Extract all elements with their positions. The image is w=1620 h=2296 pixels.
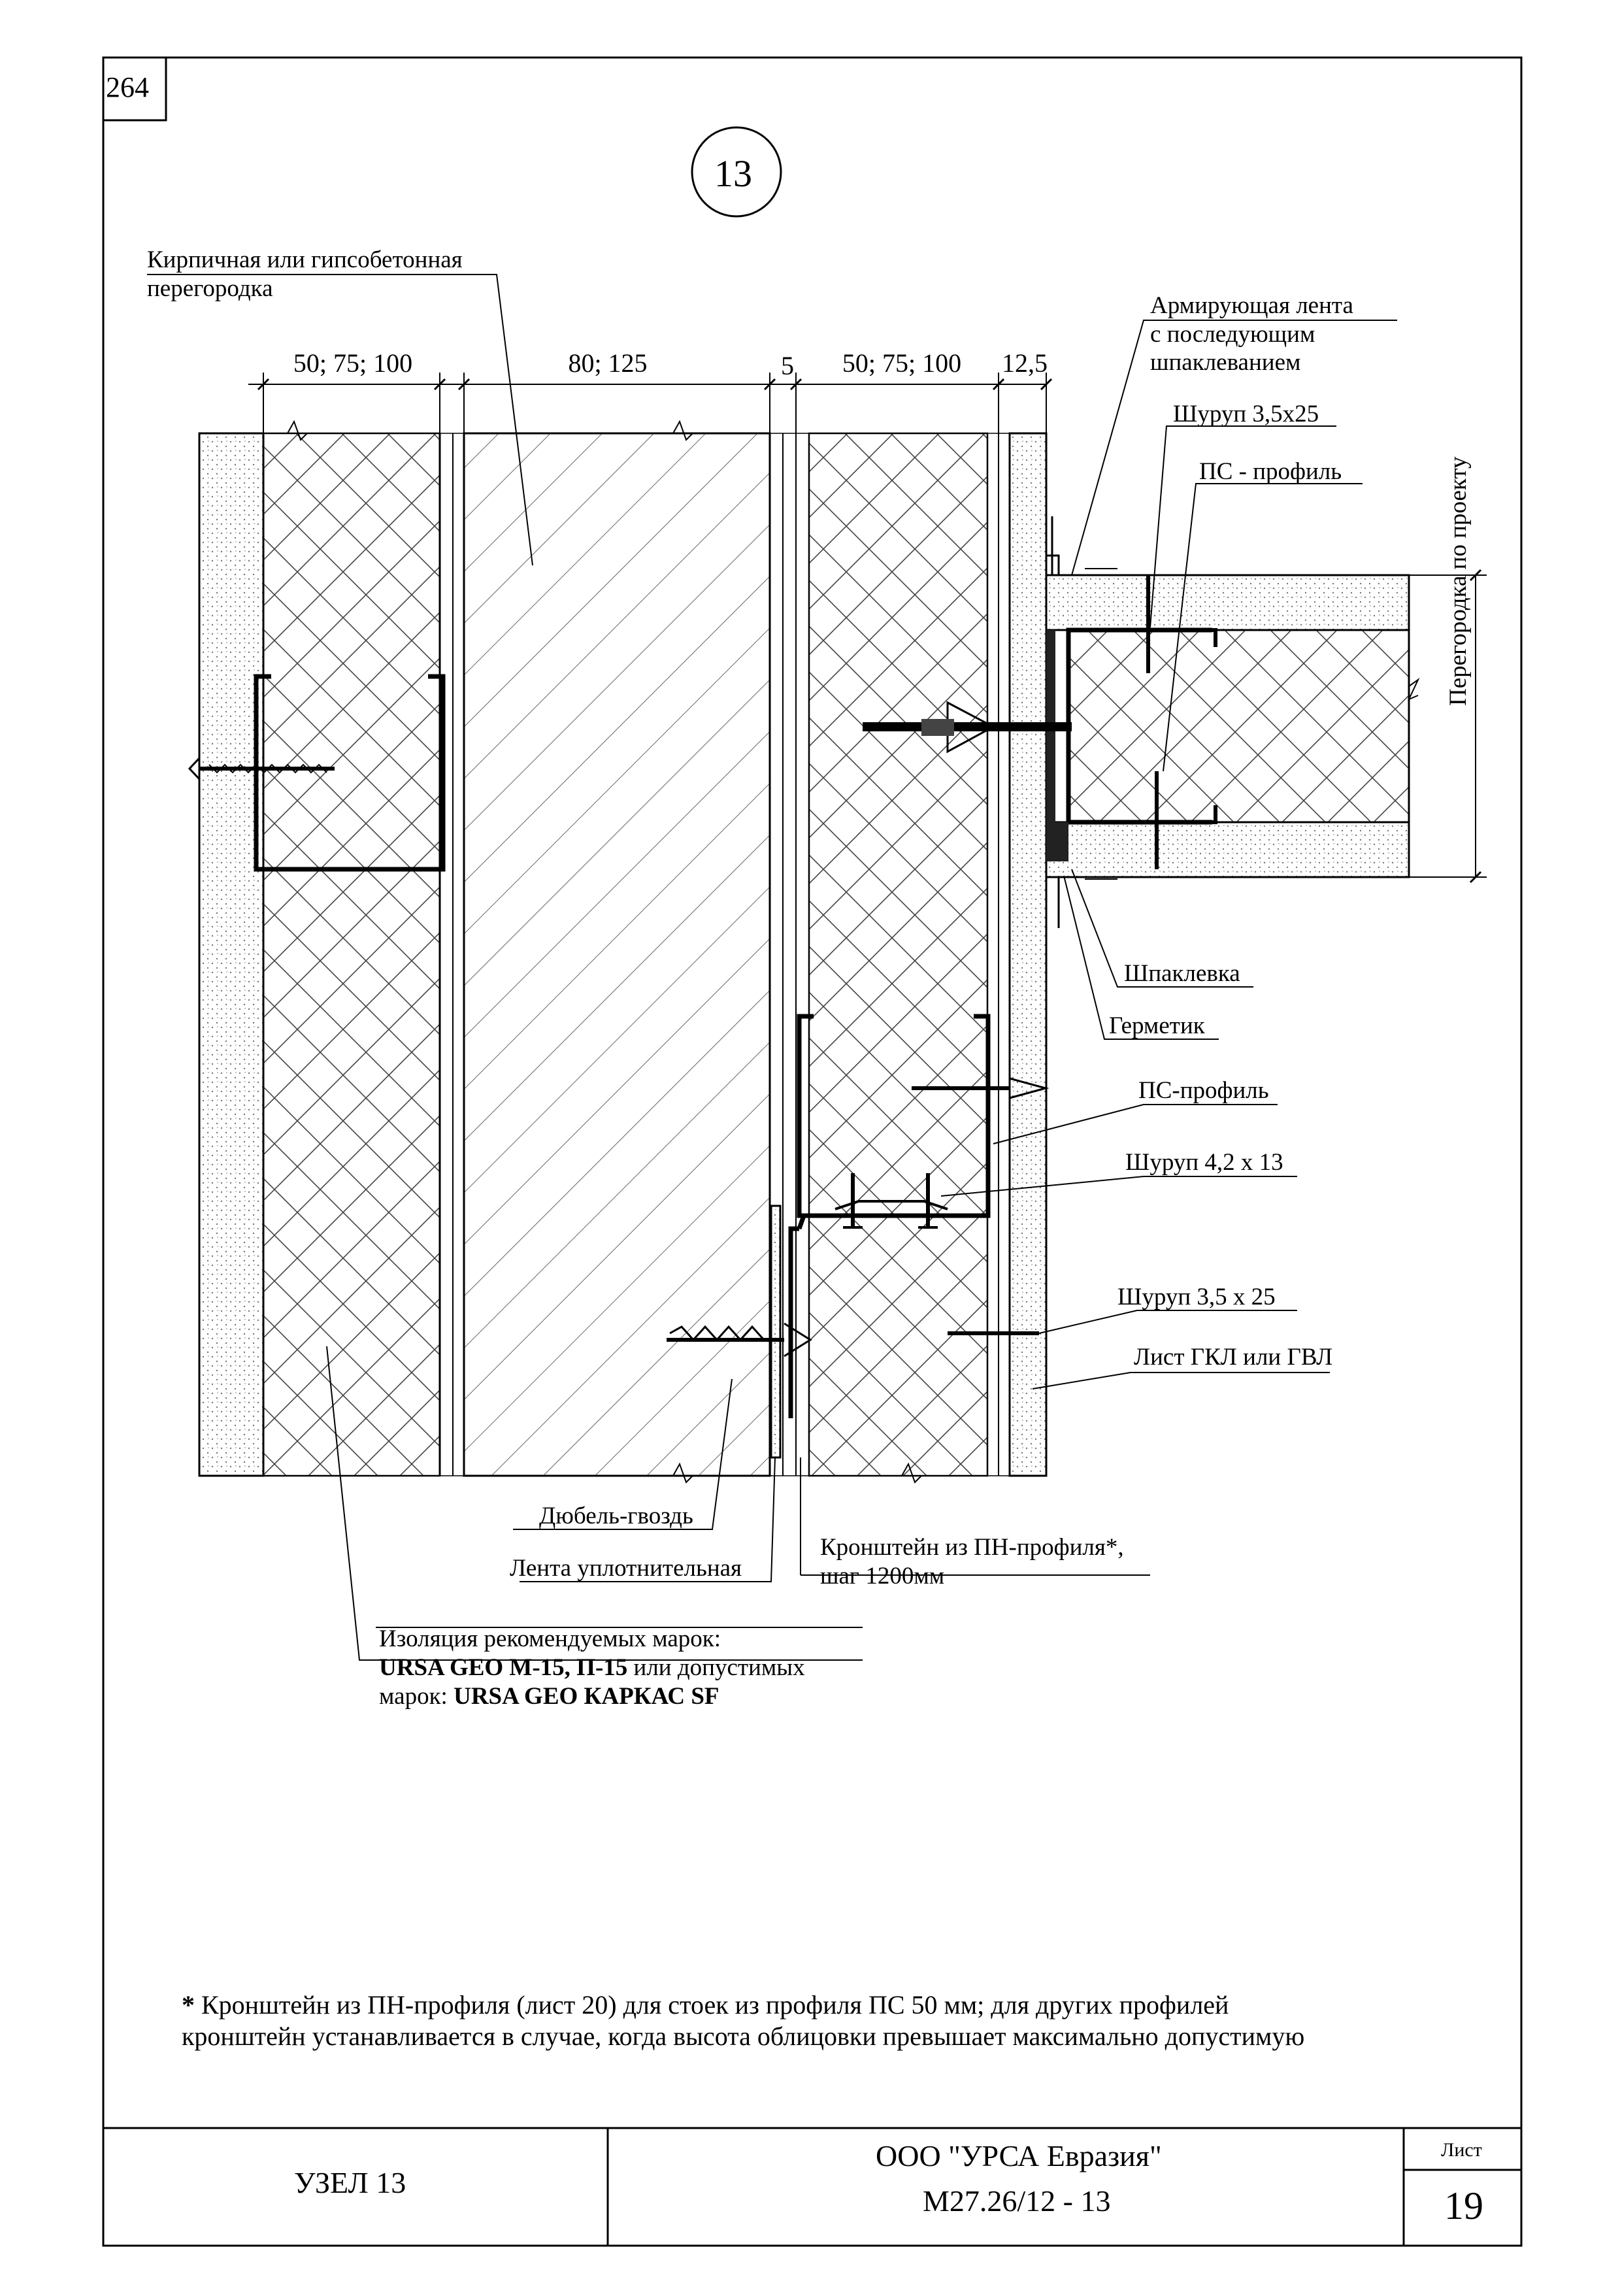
label-insulation: URSA GEO M-15, П-15 или допустимых [379, 1654, 805, 1681]
label-brick-partition: перегородка [147, 275, 273, 302]
label-reinforcing-tape: с последующим [1150, 321, 1315, 348]
label-reinforcing-tape: шпаклеванием [1150, 349, 1301, 376]
dimension-text: 12,5 [1002, 348, 1048, 378]
title-company: ООО "УРСА Евразия" [876, 2139, 1162, 2172]
label-bracket: Кронштейн из ПН-профиля*, [820, 1534, 1124, 1561]
label-screw-42: Шуруп 4,2 х 13 [1125, 1149, 1283, 1176]
label-screw-top: Шуруп 3,5х25 [1173, 401, 1319, 427]
bracket-pn-profile [791, 1216, 804, 1418]
label-ps-profile-top: ПС - профиль [1199, 458, 1342, 485]
label-putty: Шпаклевка [1124, 960, 1240, 987]
label-insulation: марок: URSA GEO КАРКАС SF [379, 1683, 719, 1710]
footnote: кронштейн устанавливается в случае, когда высота облицовки превышает максимально допустимую [182, 2021, 1305, 2051]
title-node: УЗЕЛ 13 [294, 2166, 406, 2199]
wall-section [199, 422, 1046, 1482]
title-code: М27.26/12 - 13 [923, 2184, 1111, 2218]
label-ps-profile-mid: ПС-профиль [1138, 1077, 1269, 1104]
label-brick-partition: Кирпичная или гипсобетонная [147, 246, 463, 273]
sealing-tape-strip [771, 1206, 780, 1457]
left-gypsum-board [199, 433, 263, 1476]
node-marker: 13 [714, 152, 752, 195]
footnote: * Кронштейн из ПН-профиля (лист 20) для стоек из профиля ПС 50 мм; для других профилей [182, 1990, 1229, 2020]
label-sealant: Герметик [1109, 1012, 1205, 1039]
label-reinforcing-tape: Армирующая лента [1150, 292, 1353, 319]
left-insulation [263, 433, 440, 1476]
right-insulation [809, 433, 987, 1476]
label-insulation: Изоляция рекомендуемых марок: [379, 1625, 721, 1652]
label-dowel: Дюбель-гвоздь [539, 1503, 693, 1529]
dimension-text: 50; 75; 100 [842, 348, 962, 378]
label-bracket: шаг 1200мм [820, 1563, 945, 1589]
label-screw-35: Шуруп 3,5 х 25 [1117, 1284, 1276, 1310]
label-partition-by-project: Перегородка по проекту [1445, 456, 1472, 706]
title-sheet-number: 19 [1444, 2184, 1483, 2227]
right-gypsum-board [1010, 433, 1046, 1476]
label-sheet-gkl: Лист ГКЛ или ГВЛ [1134, 1344, 1333, 1371]
label-sealing-tape: Лента уплотнительная [510, 1555, 742, 1582]
dimension-text: 50; 75; 100 [293, 348, 413, 378]
brick-partition [464, 433, 770, 1476]
title-sheet-label: Лист [1441, 2139, 1482, 2161]
page-number: 264 [106, 71, 149, 103]
dimension-text: 5 [781, 351, 794, 380]
dimension-text: 80; 125 [568, 348, 648, 378]
